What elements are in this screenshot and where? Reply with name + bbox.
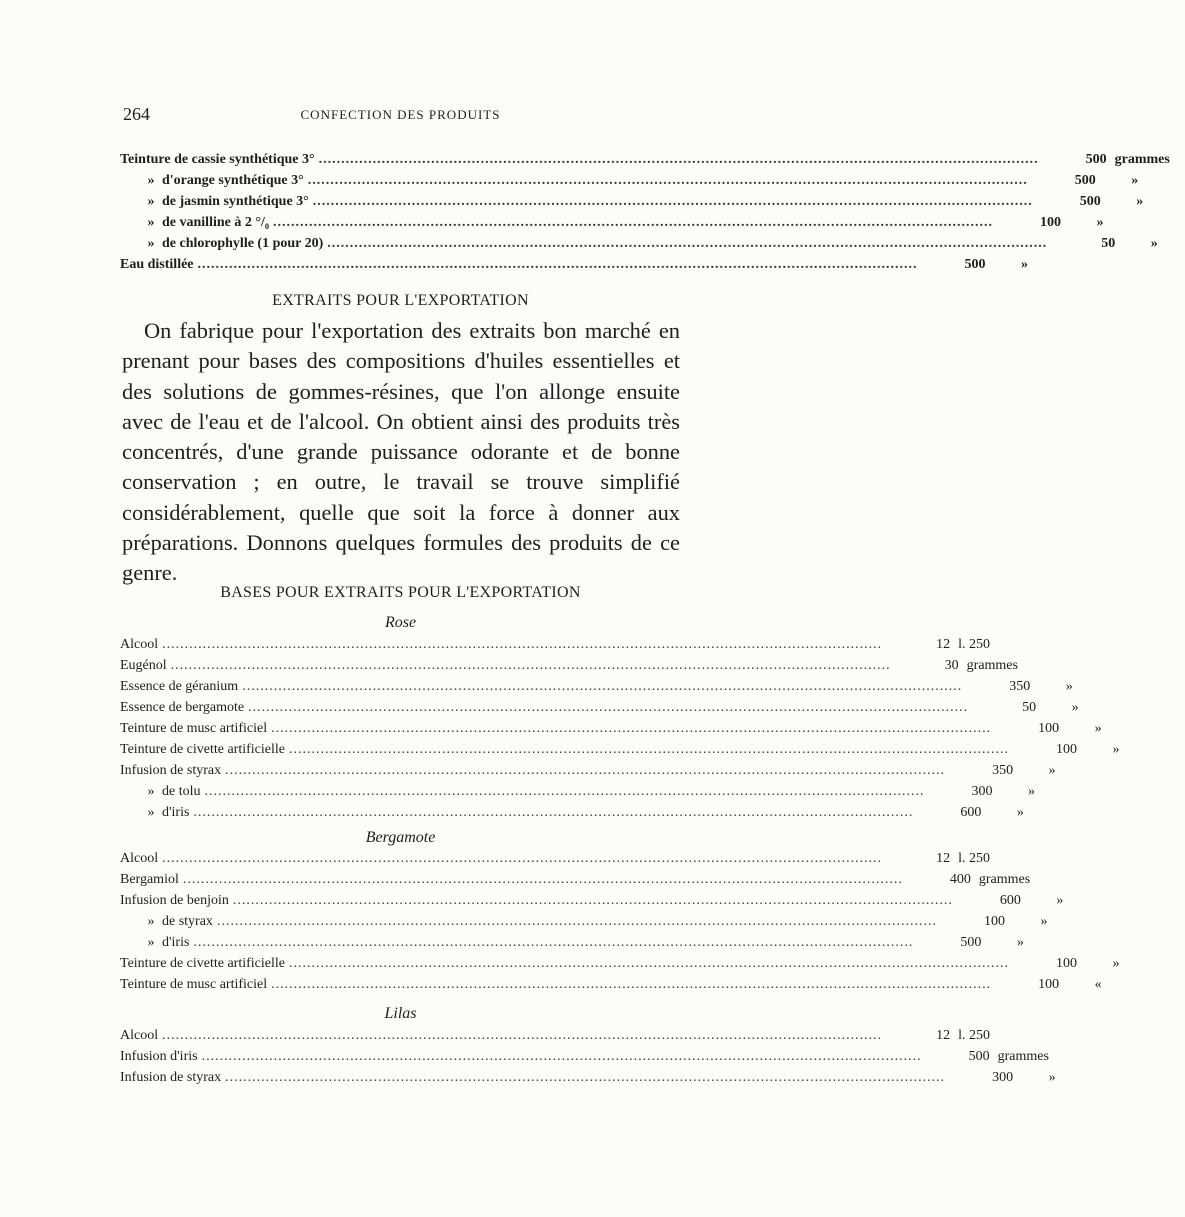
unit: » [1136,194,1144,209]
unit: » [1071,700,1079,715]
dot-leader: ................................................................................................................................................................ [225,1070,946,1085]
formula-row [120,721,1102,742]
formula-row [120,977,1102,998]
unit: grammes [978,872,1031,887]
rose-formula-table [120,637,1120,826]
formula-row [120,152,1170,173]
dot-leader: ................................................................................................................................................................ [307,173,1028,188]
quantity: 12 [936,851,951,866]
dot-leader: ................................................................................................................................................................ [271,977,992,992]
quantity: 500 [964,257,986,272]
lilas-formula-table [120,1028,1056,1091]
quantity: 100 [1038,977,1060,992]
formula-row [120,637,990,658]
quantity: 600 [960,805,982,820]
formula-row [120,805,1024,826]
quantity: 50 [1022,700,1037,715]
ingredient-name: d'orange synthétique 3° [162,173,304,188]
ingredient-name: de jasmin synthétique 3° [162,194,309,209]
unit: » [1096,215,1104,230]
formula-row [120,679,1073,700]
subheading-rose: Rose [384,614,417,631]
ditto-mark: » [147,173,155,188]
ditto-mark: » [147,914,155,929]
formula-row [120,1049,1049,1070]
quantity: 400 [949,872,971,887]
quantity: 350 [1009,679,1031,694]
ditto-mark: » [147,236,155,251]
unit: » [1028,784,1035,799]
dot-leader: ................................................................................................................................................................ [201,1049,922,1064]
ingredient-name: de styrax [162,914,213,929]
ditto-mark: » [147,805,155,820]
quantity: 500 [968,1049,990,1064]
quantity: 500 [1085,152,1107,167]
unit: » [1131,173,1139,188]
quantity: 500 [1074,173,1096,188]
dot-leader: ................................................................................................................................................................ [271,721,992,736]
unit: l. 250 [958,637,990,652]
unit: » [1112,742,1120,757]
ingredient-name: Teinture de cassie synthétique 3° [120,152,315,167]
unit: » [1016,935,1024,950]
ditto-mark: » [147,194,155,209]
formula-row [120,893,1064,914]
unit: grammes [966,658,1018,673]
quantity: 100 [983,914,1005,929]
unit: » [1056,893,1064,908]
formula-row [120,956,1120,977]
dot-leader: ................................................................................................................................................................ [318,152,1039,167]
dot-leader: ................................................................................................................................................................ [216,914,937,929]
quantity: 600 [999,893,1021,908]
section-heading-bases: BASES POUR EXTRAITS POUR L'EXPORTATION [220,584,581,601]
running-title: CONFECTION DES PRODUITS [300,107,501,122]
ingredient-name: Essence de géranium [120,679,239,694]
ingredient-name: d'iris [162,805,190,820]
quantity: 30 [944,658,959,673]
quantity: 12 [936,637,951,652]
dot-leader: ................................................................................................................................................................ [289,742,1009,757]
ingredient-name: Infusion de styrax [120,1070,222,1085]
dot-leader: ................................................................................................................................................................ [204,784,925,799]
dot-leader: ................................................................................................................................................................ [162,851,883,866]
formula-row [120,658,1018,679]
dot-leader: ................................................................................................................................................................ [193,805,914,820]
formula-row [120,257,1029,278]
unit: grammes [997,1049,1049,1064]
ingredient-name: Alcool [120,1028,159,1043]
subheading-bergamote: Bergamote [365,829,436,846]
ingredient-name: Infusion d'iris [120,1049,198,1064]
ingredient-name: Eugénol [120,658,167,673]
dot-leader: ................................................................................................................................................................ [193,935,914,950]
quantity: 500 [960,935,982,950]
ingredient-name: Alcool [120,637,159,652]
unit: l. 250 [958,851,990,866]
dot-leader: ................................................................................................................................................................ [312,194,1033,209]
dot-leader: ................................................................................................................................................................ [242,679,963,694]
ingredient-name: Alcool [120,851,159,866]
formula-row [120,215,1104,236]
dot-leader: ................................................................................................................................................................ [170,658,891,673]
dot-leader: ................................................................................................................................................................ [225,763,946,778]
dot-leader: ................................................................................................................................................................ [273,215,994,230]
dot-leader: ................................................................................................................................................................ [197,257,918,272]
quantity: 100 [1056,956,1077,971]
ingredient-name: de tolu [162,784,201,799]
ditto-mark: » [147,784,155,799]
ingredient-name: Bergamiol [120,872,179,887]
quantity: 100 [1056,742,1077,757]
formula-row [120,851,990,872]
unit: » [1094,721,1102,736]
formula-row [120,914,1048,935]
unit: » [1150,236,1158,251]
dot-leader: ................................................................................................................................................................ [162,637,883,652]
dot-leader: ................................................................................................................................................................ [289,956,1009,971]
unit: » [1021,257,1029,272]
page-number: 264 [123,104,150,124]
quantity: 50 [1101,236,1116,251]
unit: l. 250 [958,1028,990,1043]
section-heading-exportation: EXTRAITS POUR L'EXPORTATION [272,292,529,309]
unit: » [1112,956,1120,971]
ingredient-name: Infusion de benjoin [120,893,229,908]
dot-leader: ................................................................................................................................................................ [162,1028,883,1043]
ingredient-name: Teinture de musc artificiel [120,721,268,736]
quantity: 100 [1040,215,1062,230]
unit: » [1048,1070,1056,1085]
ditto-mark: » [147,935,155,950]
quantity: 12 [936,1028,951,1043]
formula-row [120,742,1120,763]
unit: » [1016,805,1024,820]
ditto-mark: » [147,215,155,230]
unit: » [1040,914,1048,929]
unit: grammes [1114,152,1170,167]
unit: » [1048,763,1056,778]
intro-paragraph: On fabrique pour l'exportation des extraits bon marché en prenant pour bases des compositions d'huiles essentielles et des solutions de gommes-résines, que l'on allonge ensuite avec de l'eau et de l'alcool. On obtient ainsi des produits très concentrés, d'une grande puissance odorante et de bonne conservation ; en outre, le travail se trouve simplifié considérablement, quelle que soit la force à donner aux préparations. Donnons quelques formules des produits de ce genre. [122,318,680,586]
formula-row [120,1028,990,1049]
quantity: 300 [971,784,993,799]
formula-row [120,173,1139,194]
dot-leader: ................................................................................................................................................................ [232,893,953,908]
quantity: 300 [992,1070,1014,1085]
ingredient-name: Essence de bergamote [120,700,245,715]
formula-row [120,872,1031,893]
formula-row [120,236,1158,257]
quantity: 350 [992,763,1014,778]
bergamote-formula-table [120,851,1120,998]
formula-row [120,700,1079,721]
quantity: 100 [1038,721,1060,736]
ingredient-name: Eau distillée [120,257,194,272]
ingredient-name: de vanilline à 2 °/₀ [162,215,270,230]
unit: » [1065,679,1073,694]
dot-leader: ................................................................................................................................................................ [248,700,969,715]
ingredient-name: d'iris [162,935,190,950]
quantity: 500 [1079,194,1101,209]
formula-row [120,1070,1056,1091]
ingredient-name: Infusion de styrax [120,763,222,778]
ingredient-name: Teinture de civette artificielle [120,956,285,971]
running-header [123,104,678,128]
formula-row [120,935,1024,956]
formula-row [120,784,1035,805]
ingredient-name: Teinture de musc artificiel [120,977,268,992]
dot-leader: ................................................................................................................................................................ [327,236,1048,251]
ingredient-name: Teinture de civette artificielle [120,742,285,757]
dot-leader: ................................................................................................................................................................ [182,872,903,887]
formula-row [120,763,1056,784]
tincture-formula-table [120,152,1170,278]
ingredient-name: de chlorophylle (1 pour 20) [162,236,324,251]
unit: « [1094,977,1102,992]
subheading-lilas: Lilas [384,1005,417,1022]
formula-row [120,194,1144,215]
